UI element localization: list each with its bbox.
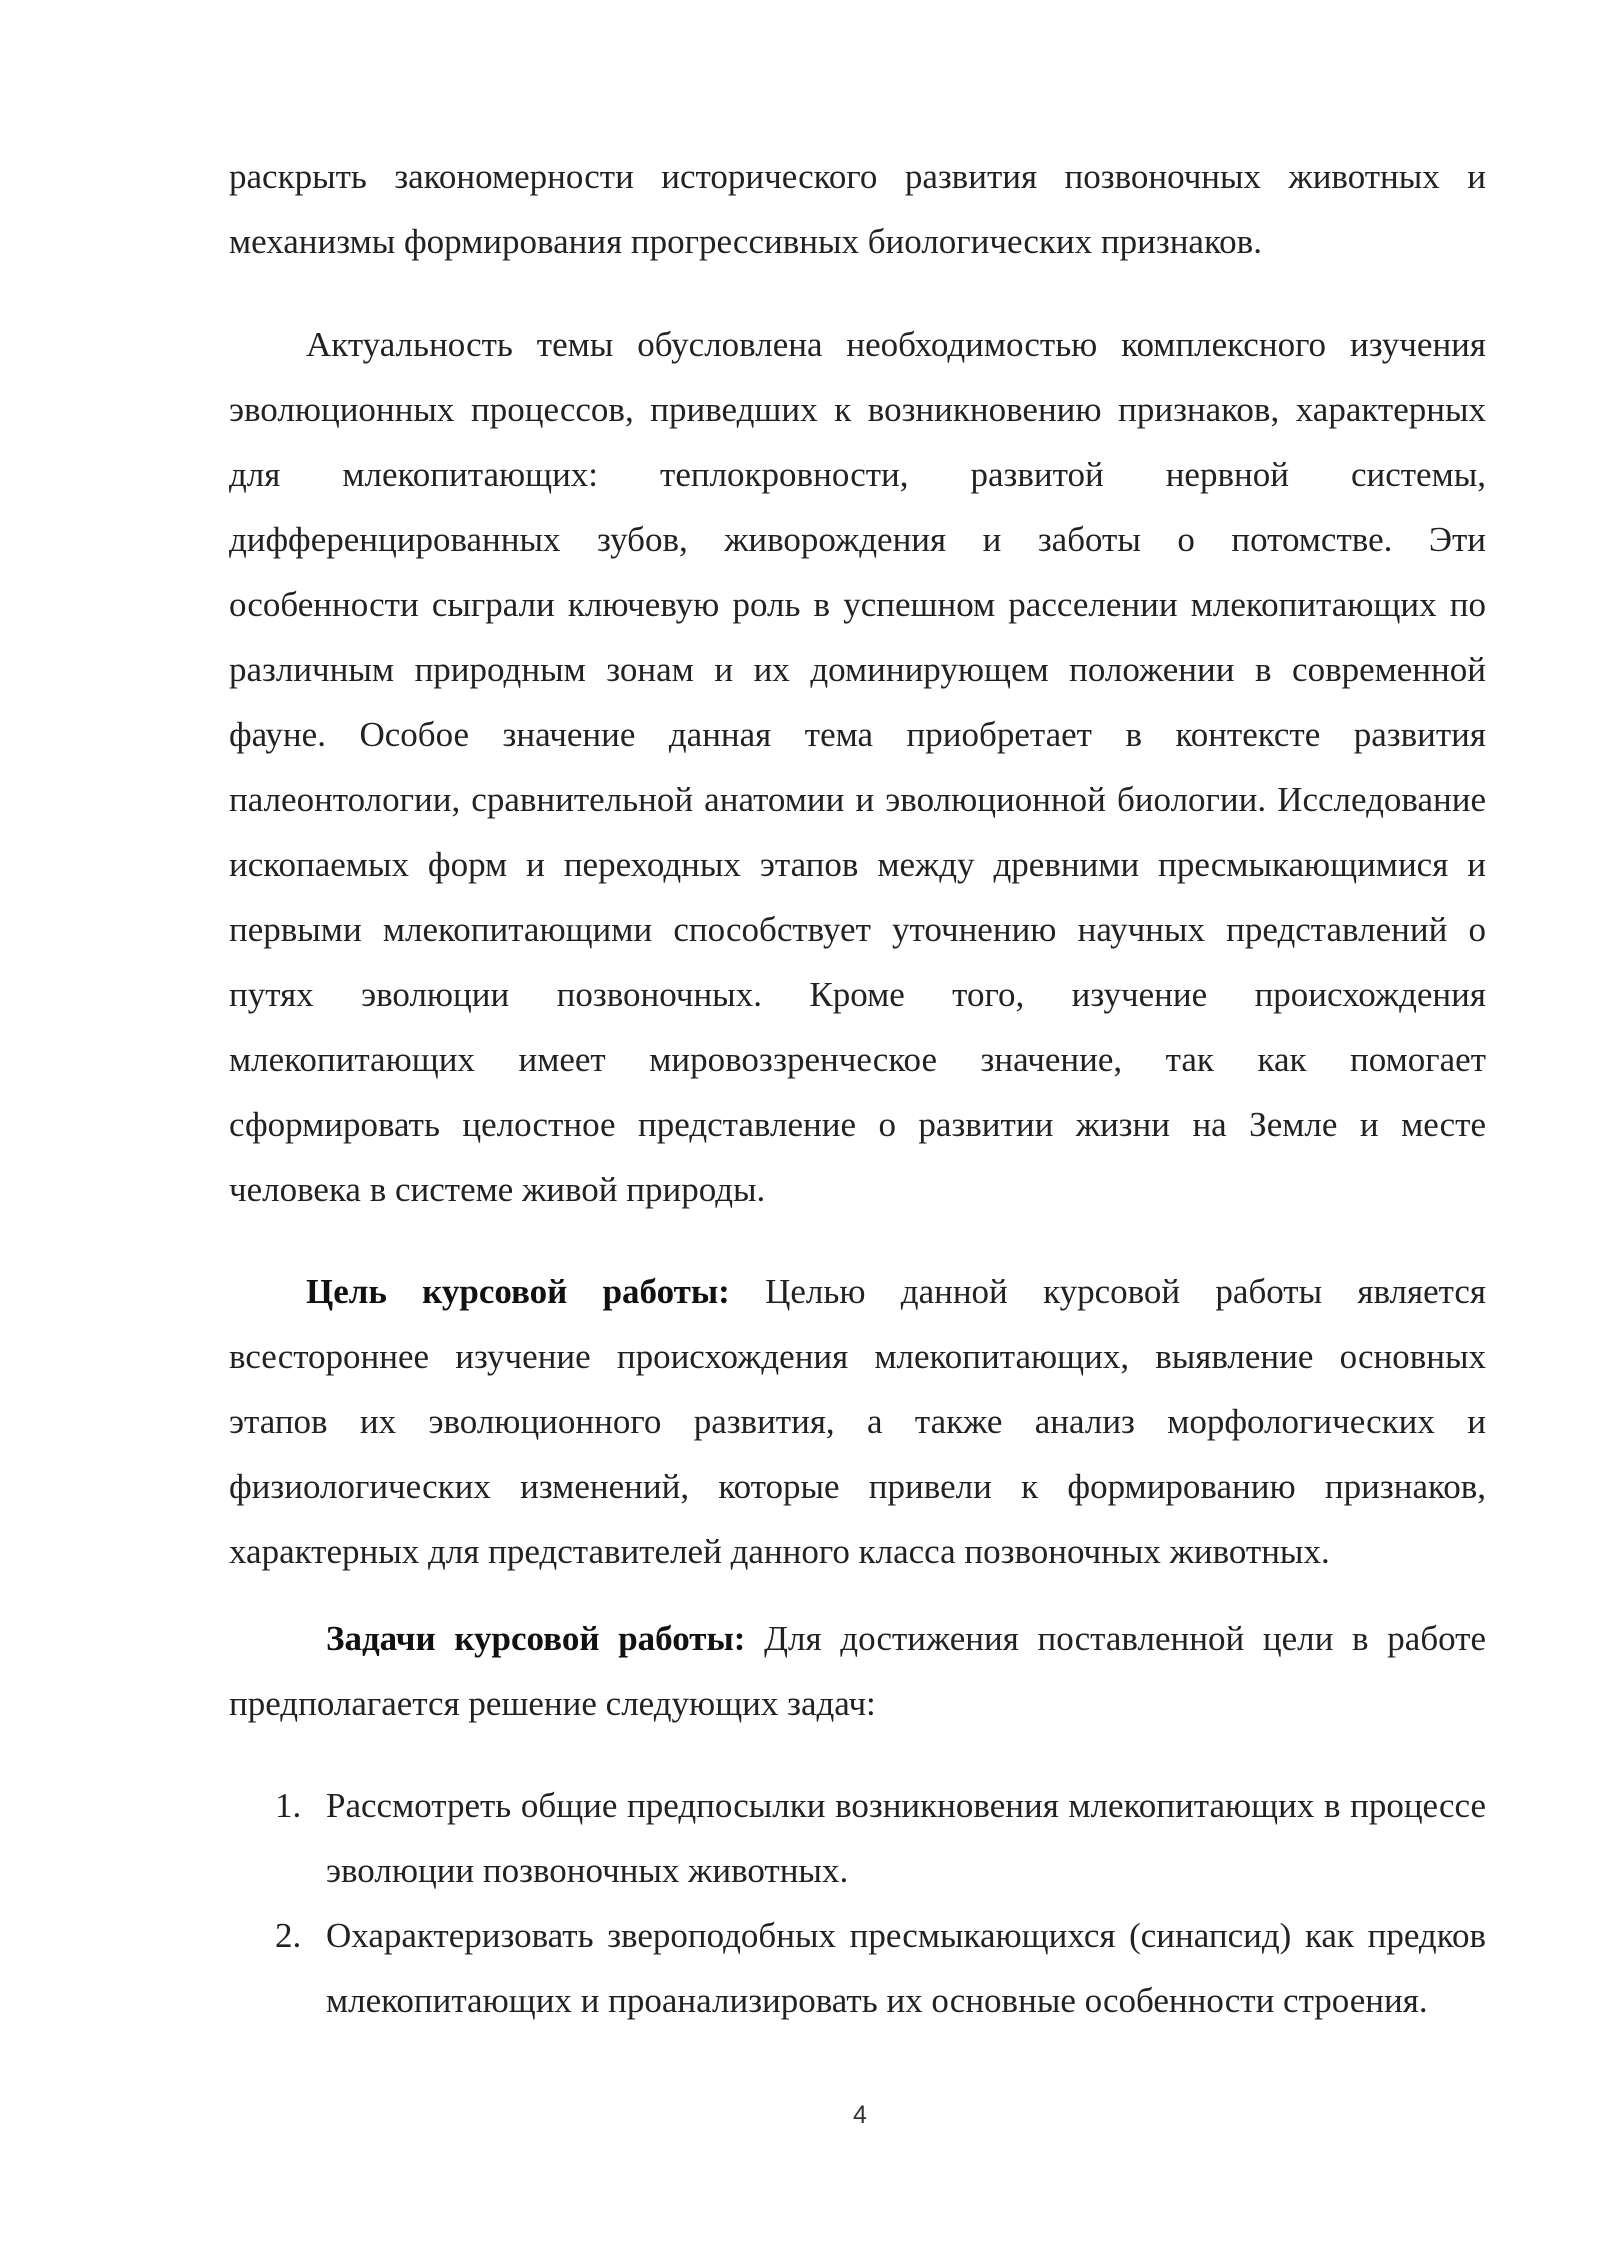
tasks-intro-text: Для достижения поставленной цели в работе предполагается решение следующих задач: bbox=[229, 1619, 1486, 1723]
actuality-paragraph: Актуальность темы обусловлена необходимостью комплексного изучения эволюционных процессов, приведших к возникновению признаков, характерных для млекопитающих: теплокровности, развитой нервной системы, дифференцированных зубов, живорождения и заботы о потомстве. Эти особенности сыграли ключевую роль в успешном расселении млекопитающих по различным природным зонам и их доминирующем положении в современной фауне. Особое значение данная тема приобретает в контексте развития палеонтологии, сравнительной анатомии и эволюционной биологии. Исследование ископаемых форм и переходных этапов между древними пресмыкающимися и первыми млекопитающими способствует уточнению научных представлений о путях эволюции позвоночных. Кроме того, изучение происхождения млекопитающих имеет мировоззренческое значение, так как помогает сформировать целостное представление о развитии жизни на Земле и месте человека в системе живой природы. bbox=[229, 325, 1486, 1209]
list-item-number: 2. bbox=[275, 1916, 302, 1955]
list-item-text: Рассмотреть общие предпосылки возникновения млекопитающих в процессе эволюции позвоночных животных. bbox=[326, 1786, 1486, 1890]
list-item-number: 1. bbox=[275, 1786, 302, 1825]
goal-paragraph bbox=[229, 1259, 1486, 1584]
intro-continuation-paragraph: раскрыть закономерности исторического развития позвоночных животных и механизмы формирования прогрессивных биологических признаков. bbox=[229, 157, 1486, 261]
list-item-text: Охарактеризовать звероподобных пресмыкающихся (синапсид) как предков млекопитающих и проанализировать их основные особенности строения. bbox=[326, 1916, 1486, 2020]
goal-label: Цель курсовой работы: bbox=[306, 1272, 730, 1311]
tasks-label: Задачи курсовой работы: bbox=[326, 1619, 746, 1658]
list-item bbox=[229, 1903, 1486, 2033]
tasks-paragraph bbox=[229, 1606, 1486, 1736]
list-item bbox=[229, 1773, 1486, 1903]
page-content bbox=[229, 144, 1486, 2033]
page-number: 4 bbox=[853, 2101, 867, 2129]
goal-text: Целью данной курсовой работы является всестороннее изучение происхождения млекопитающих, выявление основных этапов их эволюционного развития, а также анализ морфологических и физиологических изменений, которые привели к формированию признаков, характерных для представителей данного класса позвоночных животных. bbox=[229, 1272, 1486, 1571]
task-list bbox=[229, 1773, 1486, 2033]
